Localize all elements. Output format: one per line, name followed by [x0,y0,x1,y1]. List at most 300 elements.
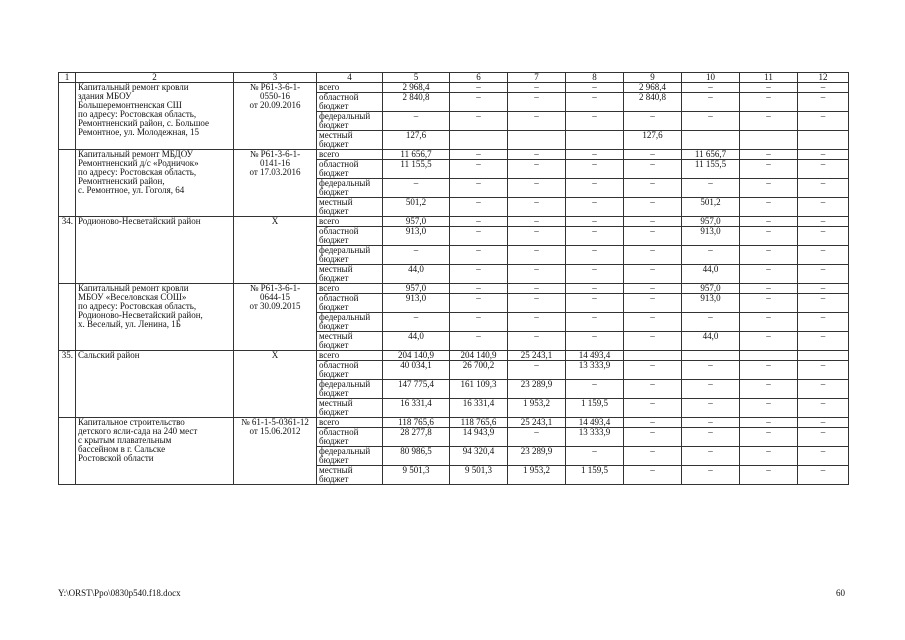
budget-type-line: бюджет [319,168,349,178]
col-header: 9 [624,73,682,83]
budget-type-line: бюджет [319,235,349,245]
amount-cell: – [798,160,849,179]
amount-cell: – [740,83,798,93]
budget-type [317,217,383,227]
amount-cell: – [798,332,849,351]
amount-cell: – [798,150,849,160]
amount-cell: – [740,227,798,246]
document-ref-line: № Р61-3-6-1- [249,283,301,293]
amount-cell: 80 986,5 [383,447,450,466]
amount-cell: – [682,399,740,418]
amount-cell: 44,0 [682,265,740,284]
amount-cell: – [508,313,566,332]
col-header: 6 [450,73,508,83]
amount-cell: – [566,198,624,217]
budget-type [317,447,383,466]
budget-type-line: бюджет [319,407,349,417]
amount-cell: 204 140,9 [450,351,508,361]
object-name-line: Капитальный ремонт МБДОУ [78,149,194,159]
budget-type [317,112,383,131]
document-ref [234,418,317,485]
col-header: 8 [566,73,624,83]
document-ref-line: № Р61-3-6-1- [249,149,301,159]
table-row [59,284,849,294]
document-ref-line: от 15.06.2012 [249,426,301,436]
budget-type-line: местный [319,465,353,475]
budget-type-line: федеральный [319,245,371,255]
amount-cell: 913,0 [383,294,450,313]
amount-cell: – [624,428,682,447]
amount-cell: – [383,246,450,265]
budget-type [317,198,383,217]
object-name-line: Капитальное строительство [78,417,185,427]
amount-cell: – [624,418,682,428]
object-name [76,351,234,418]
amount-cell: 11 656,7 [682,150,740,160]
budget-type [317,418,383,428]
table-row [59,83,849,93]
amount-cell: – [450,294,508,313]
table-row [59,418,849,428]
col-header: 7 [508,73,566,83]
amount-cell [508,131,566,150]
row-number: 35. [59,351,76,418]
amount-cell: – [798,112,849,131]
amount-cell: – [798,284,849,294]
budget-type-line: федеральный [319,312,371,322]
object-name-line: детского ясли-сада на 240 мест [78,426,198,436]
amount-cell: – [450,150,508,160]
document-ref [234,351,317,418]
object-name-line: по адресу: Ростовская область, [78,301,197,311]
amount-cell: 40 034,1 [383,361,450,380]
object-name-line: с крытым плавательным [78,435,172,445]
amount-cell: 16 331,4 [450,399,508,418]
object-name-line: Ремонтное, ул. Молодежная, 15 [78,127,199,137]
budget-type [317,428,383,447]
amount-cell: 501,2 [383,198,450,217]
amount-cell: – [740,93,798,112]
budget-type [317,131,383,150]
amount-cell: 957,0 [383,284,450,294]
amount-cell: – [450,198,508,217]
budget-type-line: федеральный [319,178,371,188]
amount-cell: 127,6 [624,131,682,150]
amount-cell: – [682,246,740,265]
amount-cell: – [566,112,624,131]
amount-cell: – [450,284,508,294]
budget-type-line: областной [319,360,359,370]
amount-cell [740,351,798,361]
amount-cell [798,351,849,361]
amount-cell: – [624,313,682,332]
amount-cell: – [740,284,798,294]
amount-cell: – [383,179,450,198]
amount-cell: – [798,217,849,227]
object-name-line: здания МБОУ [78,91,132,101]
table-row [59,217,849,227]
amount-cell [566,131,624,150]
budget-type-line: областной [319,293,359,303]
amount-cell: 26 700,2 [450,361,508,380]
amount-cell: – [740,217,798,227]
amount-cell: 25 243,1 [508,418,566,428]
budget-type-line: бюджет [319,455,349,465]
object-name-line: по адресу: Ростовская область, [78,109,197,119]
amount-cell: 23 289,9 [508,380,566,399]
amount-cell: – [508,179,566,198]
budget-type-line: бюджет [319,340,349,350]
amount-cell: 1 953,2 [508,399,566,418]
amount-cell: – [798,93,849,112]
amount-cell: – [383,112,450,131]
budget-type-line: бюджет [319,321,349,331]
amount-cell: 44,0 [682,332,740,351]
amount-cell: 2 840,8 [624,93,682,112]
amount-cell: – [508,83,566,93]
amount-cell: 161 109,3 [450,380,508,399]
amount-cell: 957,0 [682,217,740,227]
amount-cell: – [450,112,508,131]
amount-cell: – [566,217,624,227]
amount-cell: 204 140,9 [383,351,450,361]
amount-cell: – [682,83,740,93]
object-name-line: Ремонтненский район, [78,176,165,186]
object-name-line: Большеремонтненская СШ [78,100,182,110]
budget-type-line: бюджет [319,436,349,446]
amount-cell: 913,0 [383,227,450,246]
amount-cell: 28 277,8 [383,428,450,447]
budget-type-line: федеральный [319,446,371,456]
amount-cell: – [566,83,624,93]
object-name-line: по адресу: Ростовская область, [78,167,197,177]
amount-cell: – [798,227,849,246]
amount-cell: – [450,332,508,351]
amount-cell: – [566,265,624,284]
amount-cell: – [740,265,798,284]
budget-type-line: бюджет [319,187,349,197]
table-body [59,83,849,485]
amount-cell: 25 243,1 [508,351,566,361]
amount-cell: – [740,313,798,332]
amount-cell: – [682,447,740,466]
amount-cell: – [740,418,798,428]
budget-type [317,294,383,313]
amount-cell: – [566,160,624,179]
budget-type-line: бюджет [319,474,349,484]
amount-cell: – [624,227,682,246]
budget-type-line: бюджет [319,206,349,216]
amount-cell: 44,0 [383,265,450,284]
amount-cell: 14 493,4 [566,351,624,361]
budget-type [317,265,383,284]
budget-type-line: областной [319,92,359,102]
col-header: 2 [76,73,234,83]
amount-cell: – [624,361,682,380]
amount-cell: – [624,246,682,265]
object-name-line: Ремонтненский д/с «Родничок» [78,158,199,168]
amount-cell: – [682,380,740,399]
amount-cell: – [682,418,740,428]
amount-cell: – [450,313,508,332]
object-name-line: Капитальный ремонт кровли [78,82,189,92]
table-row [59,351,849,361]
budget-type-line: местный [319,398,353,408]
amount-cell: – [508,227,566,246]
amount-cell: – [566,447,624,466]
amount-cell [798,131,849,150]
document-ref-line: от 17.03.2016 [249,167,301,177]
amount-cell: – [682,179,740,198]
budget-type [317,284,383,294]
amount-cell: 2 840,8 [383,93,450,112]
budget-type-line: всего [319,283,340,293]
amount-cell [740,131,798,150]
amount-cell: – [450,93,508,112]
object-name-line: Капитальный ремонт кровли [78,283,189,293]
amount-cell [682,351,740,361]
amount-cell [624,351,682,361]
budget-type [317,246,383,265]
table-row [59,150,849,160]
budget-type [317,332,383,351]
row-number [59,150,76,217]
budget-type [317,160,383,179]
object-name-line: Родионово-Несветайский район, [78,310,203,320]
amount-cell: – [566,246,624,265]
amount-cell: 118 765,6 [383,418,450,428]
document-ref-line: Х [271,216,279,226]
amount-cell: 44,0 [383,332,450,351]
budget-type [317,179,383,198]
amount-cell: – [740,160,798,179]
amount-cell: 501,2 [682,198,740,217]
object-name-line: Ремонтненский район, с. Большое [78,118,210,128]
document-ref [234,217,317,284]
amount-cell: – [450,265,508,284]
budget-type-line: областной [319,226,359,236]
object-name-line: Сальский район [78,350,140,360]
amount-cell: – [798,399,849,418]
object-name-line: х. Веселый, ул. Ленина, 1Б [78,319,181,329]
object-name-line: бассейном в г. Сальске [78,444,166,454]
amount-cell: 2 968,4 [624,83,682,93]
budget-type [317,380,383,399]
amount-cell: – [740,294,798,313]
budget-type [317,83,383,93]
amount-cell: – [508,428,566,447]
document-ref-line: 0141-16 [260,158,290,168]
budget-type-line: всего [319,417,340,427]
amount-cell: – [508,112,566,131]
amount-cell: – [682,112,740,131]
amount-cell: 11 155,5 [383,160,450,179]
budget-type-line: областной [319,159,359,169]
amount-cell: 23 289,9 [508,447,566,466]
amount-cell: 11 155,5 [682,160,740,179]
amount-cell: – [508,198,566,217]
object-name [76,418,234,485]
amount-cell: – [450,246,508,265]
amount-cell: – [624,284,682,294]
amount-cell: 13 333,9 [566,361,624,380]
amount-cell: – [508,93,566,112]
document-ref-line: 0644-15 [260,292,290,302]
amount-cell: – [798,380,849,399]
amount-cell: – [383,313,450,332]
amount-cell: – [508,160,566,179]
budget-type [317,351,383,361]
budget-type-line: бюджет [319,388,349,398]
amount-cell: – [566,150,624,160]
budget-type [317,313,383,332]
document-ref [234,284,317,351]
amount-cell: 913,0 [682,294,740,313]
budget-type-line: областной [319,427,359,437]
amount-cell: – [740,447,798,466]
amount-cell: – [740,332,798,351]
amount-cell: – [798,313,849,332]
amount-cell: – [798,179,849,198]
object-name [76,150,234,217]
budget-type-line: бюджет [319,302,349,312]
amount-cell: – [682,428,740,447]
amount-cell: – [624,265,682,284]
document-ref-line: от 30.09.2015 [249,301,301,311]
amount-cell: – [740,399,798,418]
amount-cell: – [450,160,508,179]
budget-type-line: местный [319,130,353,140]
object-name-line: с. Ремонтное, ул. Гоголя, 64 [78,185,185,195]
col-header: 5 [383,73,450,83]
amount-cell: 94 320,4 [450,447,508,466]
document-ref [234,150,317,217]
amount-cell: 14 943,9 [450,428,508,447]
amount-cell: – [798,246,849,265]
amount-cell: – [624,294,682,313]
amount-cell: – [624,198,682,217]
amount-cell: – [508,217,566,227]
amount-cell: – [450,179,508,198]
budget-type-line: бюджет [319,369,349,379]
budget-type-line: бюджет [319,120,349,130]
amount-cell: – [624,332,682,351]
amount-cell: – [682,466,740,485]
amount-cell: – [566,332,624,351]
amount-cell: – [798,466,849,485]
amount-cell: 1 159,5 [566,466,624,485]
amount-cell: – [740,361,798,380]
row-number [59,284,76,351]
amount-cell: 957,0 [383,217,450,227]
amount-cell: 1 159,5 [566,399,624,418]
amount-cell [450,131,508,150]
amount-cell: – [566,313,624,332]
budget-type-line: всего [319,216,340,226]
amount-cell: 11 656,7 [383,150,450,160]
amount-cell: – [740,198,798,217]
amount-cell: – [798,428,849,447]
col-header: 10 [682,73,740,83]
amount-cell: – [798,418,849,428]
budget-type-line: местный [319,331,353,341]
amount-cell: – [798,447,849,466]
document-ref-line: № 61-1-5-0361-12 [241,417,309,427]
budget-type-line: бюджет [319,254,349,264]
budget-type [317,227,383,246]
amount-cell: 127,6 [383,131,450,150]
amount-cell: – [624,399,682,418]
amount-cell: 147 775,4 [383,380,450,399]
amount-cell: – [740,380,798,399]
budget-type-line: федеральный [319,379,371,389]
amount-cell: – [508,332,566,351]
amount-cell: – [682,361,740,380]
amount-cell: – [566,380,624,399]
budget-type [317,93,383,112]
page-number: 60 [836,588,845,598]
amount-cell: – [508,361,566,380]
amount-cell: – [624,447,682,466]
budget-type [317,399,383,418]
amount-cell: – [508,294,566,313]
amount-cell: 118 765,6 [450,418,508,428]
row-number [59,418,76,485]
amount-cell: – [566,93,624,112]
amount-cell: – [740,466,798,485]
amount-cell: 9 501,3 [383,466,450,485]
col-header: 12 [798,73,849,83]
amount-cell: – [682,313,740,332]
budget-type-line: всего [319,149,340,159]
amount-cell: – [798,265,849,284]
object-name-line: Ростовской области [78,453,154,463]
document-ref-line: № Р61-3-6-1- [249,82,301,92]
amount-cell: 913,0 [682,227,740,246]
amount-cell: – [450,217,508,227]
object-name [76,217,234,284]
amount-cell: – [566,294,624,313]
amount-cell: – [508,150,566,160]
budget-type-line: бюджет [319,101,349,111]
amount-cell: – [740,246,798,265]
budget-type-line: бюджет [319,139,349,149]
budget-type-line: местный [319,197,353,207]
amount-cell: – [624,112,682,131]
amount-cell: – [566,179,624,198]
amount-cell: – [624,160,682,179]
row-number: 34. [59,217,76,284]
amount-cell: – [682,93,740,112]
object-name-line: Родионово-Несветайский район [78,216,201,226]
col-header: 1 [59,73,76,83]
budget-type [317,466,383,485]
document-ref-line: Х [271,350,279,360]
row-number [59,83,76,150]
amount-cell: – [508,265,566,284]
amount-cell: – [798,83,849,93]
budget-table [58,72,849,485]
amount-cell: – [508,284,566,294]
amount-cell: – [450,227,508,246]
amount-cell: – [624,380,682,399]
object-name [76,83,234,150]
amount-cell: – [624,179,682,198]
document-ref-line: от 20.09.2016 [249,100,301,110]
amount-cell: – [624,217,682,227]
document-ref-line: 0550-16 [260,91,290,101]
amount-cell: 1 953,2 [508,466,566,485]
